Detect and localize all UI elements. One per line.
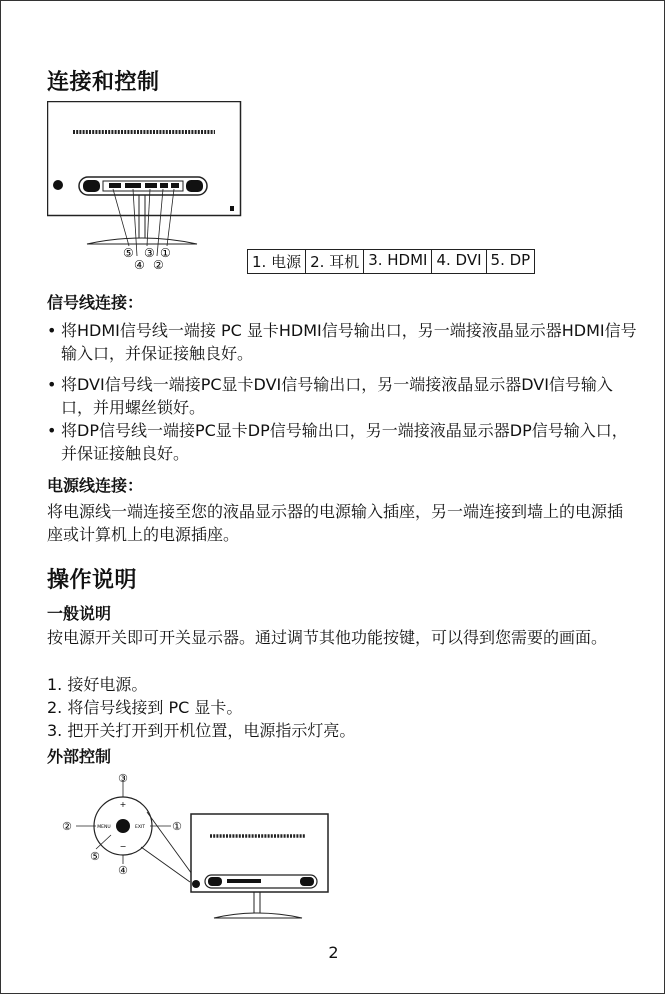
svg-text:+: + xyxy=(119,800,127,809)
diagram-marker: ④ xyxy=(134,258,145,272)
joystick-marker: ⑤ xyxy=(90,850,100,863)
list-item-text: 将DVI信号线一端接PC显卡DVI信号输出口，另一端接液晶显示器DVI信号输入口，并用螺丝锁好。 xyxy=(61,375,613,417)
joystick-marker: ① xyxy=(172,820,182,833)
external-heading: 外部控制 xyxy=(47,747,112,766)
list-item-text: 将HDMI信号线一端接 PC 显卡HDMI信号输出口，另一端接液晶显示器HDMI信号输入口，并保证接触良好。 xyxy=(61,321,637,363)
diagram-marker: ① xyxy=(160,246,171,260)
power-heading: 电源线连接： xyxy=(47,476,144,495)
list-item xyxy=(47,419,637,465)
power-text: 将电源线一端连接至您的液晶显示器的电源输入插座，另一端连接到墙上的电源插座或计算机上的电源插座。 xyxy=(47,502,624,544)
diagram-marker: ② xyxy=(153,258,164,272)
page-number: 2 xyxy=(328,943,339,962)
joystick-label: EXIT xyxy=(134,825,146,830)
signal-heading: 信号线连接： xyxy=(47,293,144,312)
list-item xyxy=(47,373,637,419)
list-item-text: 将DP信号线一端接PC显卡DP信号输出口，另一端接液晶显示器DP信号输入口，并保证接触良好。 xyxy=(61,421,628,463)
joystick-marker: ③ xyxy=(118,772,128,785)
bullet-dot: • xyxy=(47,321,57,340)
section-title-connection: 连接和控制 xyxy=(47,70,160,95)
bullet-dot: • xyxy=(47,375,57,394)
svg-text:−: − xyxy=(119,842,127,851)
legend-item: 1. 电源 xyxy=(248,250,306,273)
joystick-label: MENU xyxy=(97,825,111,830)
legend-item: 3. HDMI xyxy=(364,250,432,273)
monitor-rear-diagram xyxy=(47,101,247,276)
diagram-marker: ⑤ xyxy=(123,246,134,260)
section-title-operation: 操作说明 xyxy=(47,568,138,593)
step-item: 3. 把开关打开到开机位置，电源指示灯亮。 xyxy=(47,721,356,740)
legend-item: 4. DVI xyxy=(432,250,486,273)
general-heading: 一般说明 xyxy=(47,604,112,623)
general-text: 按电源开关即可开关显示器。通过调节其他功能按键，可以得到您需要的画面。 xyxy=(47,628,608,647)
legend-item: 2. 耳机 xyxy=(306,250,364,273)
step-item: 2. 将信号线接到 PC 显卡。 xyxy=(47,698,243,717)
ports-legend xyxy=(247,249,535,274)
list-item xyxy=(47,319,637,365)
external-control-diagram xyxy=(56,769,346,934)
legend-item: 5. DP xyxy=(490,251,531,269)
joystick-marker: ④ xyxy=(118,864,128,877)
bullet-dot: • xyxy=(47,421,57,440)
step-item: 1. 接好电源。 xyxy=(47,675,148,694)
joystick-marker: ② xyxy=(62,820,72,833)
diagram-marker: ③ xyxy=(144,246,155,260)
